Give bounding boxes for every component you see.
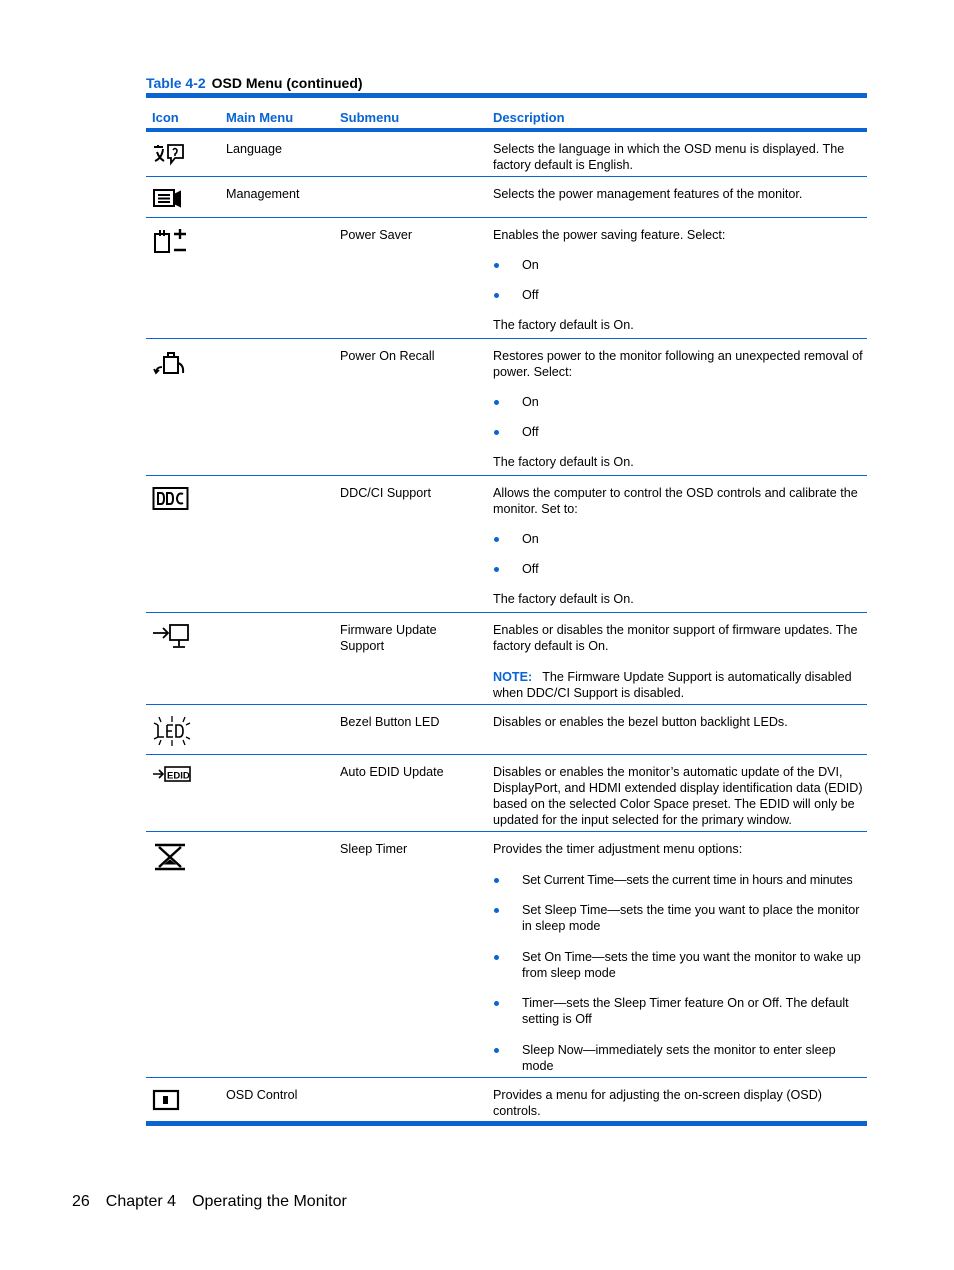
description-footnote: The factory default is On. — [493, 592, 634, 606]
header-main-menu: Main Menu — [226, 110, 294, 125]
bullet-item: Set Sleep Time—sets the time you want to place the monitor in sleep mode — [493, 902, 867, 934]
description-text: Disables or enables the bezel button backlight LEDs. — [493, 715, 788, 729]
table-row — [146, 476, 867, 613]
sleep-timer-icon — [152, 842, 192, 870]
submenu-label: Power On Recall — [340, 349, 435, 363]
bullet-item: On — [493, 531, 867, 547]
description — [493, 714, 867, 730]
ddc-icon — [152, 486, 192, 514]
header-icon: Icon — [152, 110, 179, 125]
description-footnote: The factory default is On. — [493, 318, 634, 332]
bullet-item: On — [493, 257, 867, 273]
description — [493, 485, 867, 607]
submenu-label: Firmware Update Support — [340, 623, 437, 653]
table-row — [146, 1078, 867, 1121]
language-icon — [152, 142, 192, 170]
submenu-label: Sleep Timer — [340, 842, 408, 856]
description — [493, 141, 867, 173]
description-text: Provides a menu for adjusting the on-screen display (OSD) controls. — [493, 1088, 822, 1118]
chapter-label: Chapter 4 — [105, 1193, 177, 1210]
table-header — [146, 98, 867, 128]
submenu-label: Power Saver — [340, 228, 413, 242]
page-number: 26 — [72, 1193, 90, 1210]
table-caption — [146, 75, 363, 91]
note — [493, 669, 867, 701]
main-menu-label: Language — [226, 142, 283, 156]
bullet-item: On — [493, 394, 867, 410]
description-text: Restores power to the monitor following an unexpected removal of power. Select: — [493, 349, 863, 379]
description-text: Allows the computer to control the OSD controls and calibrate the monitor. Set to: — [493, 486, 858, 516]
note-label: NOTE: — [493, 670, 533, 684]
description-text: Enables the power saving feature. Select: — [493, 228, 726, 242]
description — [493, 841, 867, 1074]
table-row — [146, 755, 867, 832]
description — [493, 622, 867, 701]
description — [493, 1087, 867, 1119]
table-row — [146, 832, 867, 1078]
table-row — [146, 339, 867, 476]
page-footer — [72, 1193, 363, 1211]
table-row — [146, 705, 867, 755]
description — [493, 186, 867, 202]
description-text: Selects the power management features of the monitor. — [493, 187, 803, 201]
bullet-item: Off — [493, 561, 867, 577]
table-title: OSD Menu (continued) — [211, 75, 363, 91]
bullet-item: Off — [493, 287, 867, 303]
led-icon — [152, 715, 192, 743]
osd-menu-table — [146, 93, 867, 1126]
management-icon — [152, 187, 192, 215]
description-text: Provides the timer adjustment menu options: — [493, 842, 743, 856]
header-submenu: Submenu — [340, 110, 400, 125]
table-row — [146, 613, 867, 705]
submenu-label: DDC/CI Support — [340, 486, 431, 500]
table-row — [146, 177, 867, 218]
svg-text:EDID: EDID — [167, 770, 190, 782]
bullet-item: Set Current Time—sets the current time in hours and minutes — [493, 872, 867, 888]
main-menu-label: Management — [226, 187, 300, 201]
description-text: Disables or enables the monitor’s automatic update of the DVI, DisplayPort, and HDMI extended display identification data (EDID) based on the selected Color Space preset. The EDID will only be updated for the input selected for the primary window. — [493, 765, 863, 827]
table-row — [146, 218, 867, 339]
table-number: Table 4-2 — [146, 75, 206, 91]
table-row — [146, 132, 867, 177]
firmware-update-icon — [152, 623, 192, 651]
power-saver-icon — [152, 228, 192, 256]
submenu-label: Bezel Button LED — [340, 715, 440, 729]
description-text: Selects the language in which the OSD menu is displayed. The factory default is English. — [493, 142, 845, 172]
table-bottom-rule — [146, 1121, 867, 1126]
description-text: Enables or disables the monitor support of firmware updates. The factory default is On. — [493, 623, 858, 653]
power-on-recall-icon — [152, 349, 192, 377]
bullet-item: Off — [493, 424, 867, 440]
main-menu-label: OSD Control — [226, 1088, 298, 1102]
description-footnote: The factory default is On. — [493, 455, 634, 469]
edid-icon — [152, 765, 192, 793]
note-text: The Firmware Update Support is automatically disabled when DDC/CI Support is disabled. — [493, 670, 852, 700]
description — [493, 348, 867, 470]
header-description: Description — [493, 110, 565, 125]
description — [493, 227, 867, 333]
bullet-item: Sleep Now—immediately sets the monitor to enter sleep mode — [493, 1042, 867, 1074]
osd-control-icon — [152, 1088, 192, 1116]
description — [493, 764, 867, 828]
chapter-title: Operating the Monitor — [192, 1193, 347, 1210]
bullet-item: Timer—sets the Sleep Timer feature On or Off. The default setting is Off — [493, 995, 867, 1027]
bullet-item: Set On Time—sets the time you want the monitor to wake up from sleep mode — [493, 949, 867, 981]
submenu-label: Auto EDID Update — [340, 765, 444, 779]
